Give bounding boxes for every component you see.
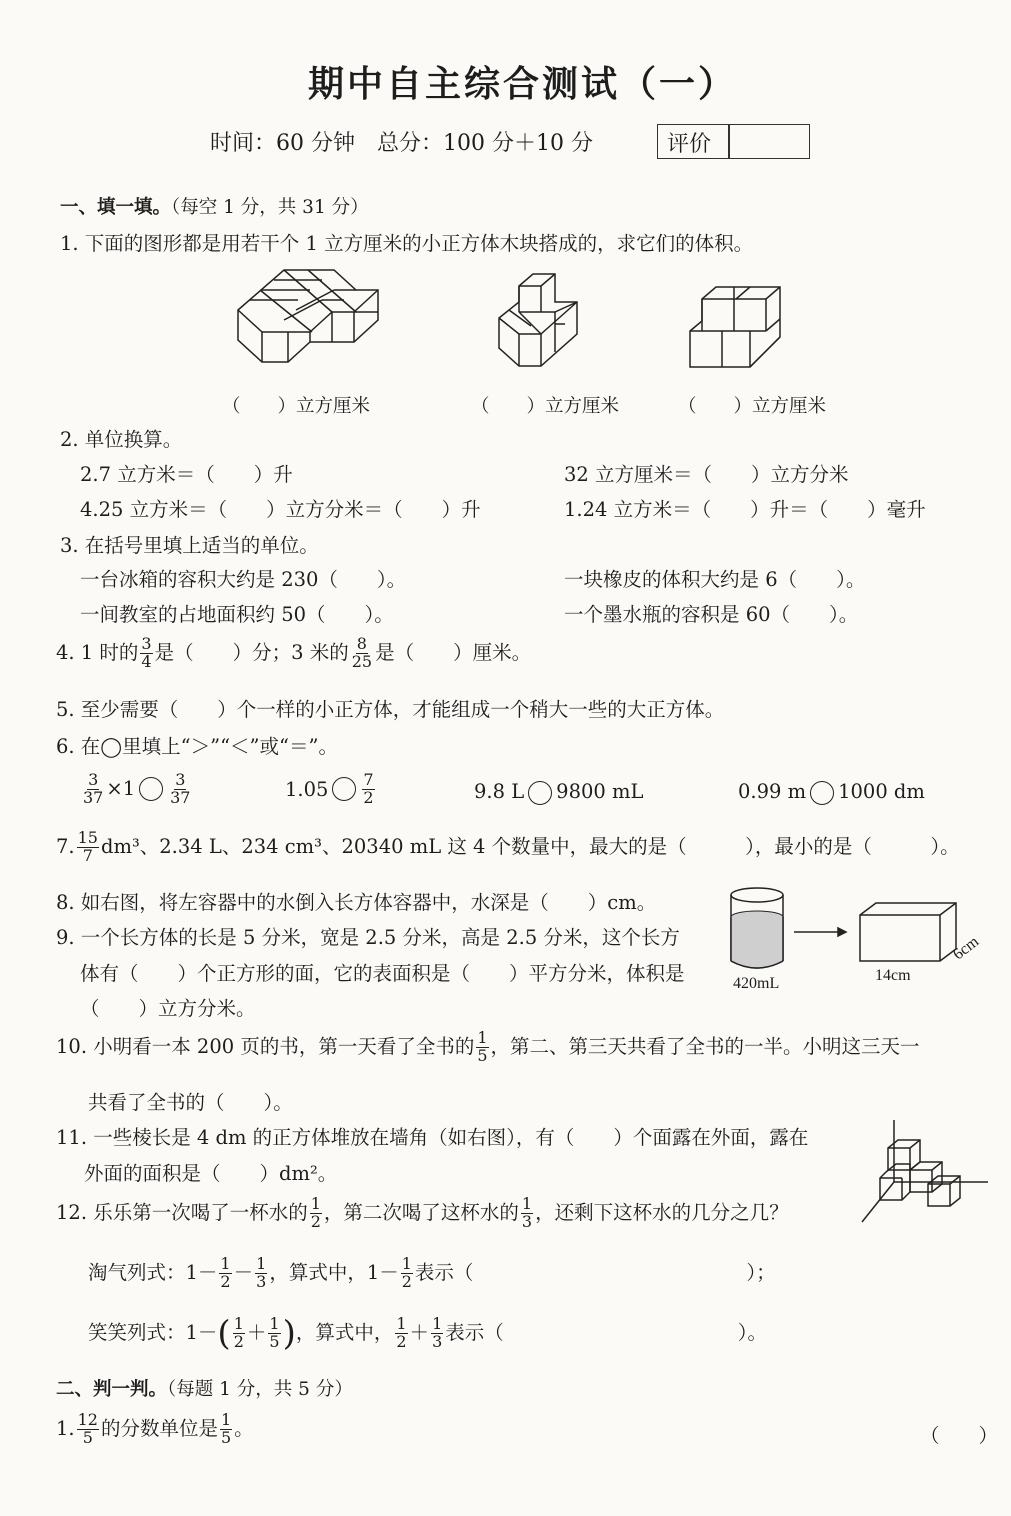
paren-right: ) xyxy=(282,1313,296,1354)
q2-text: 2. 单位换算。 xyxy=(60,428,183,451)
corner-cubes-figure xyxy=(858,1118,993,1226)
compare-circle[interactable] xyxy=(139,777,163,801)
compare-circle[interactable] xyxy=(332,777,356,801)
q1-blank-2[interactable]: （ ）立方厘米 xyxy=(471,396,620,417)
section2-points: （每题 1 分，共 5 分） xyxy=(167,1379,353,1400)
q3-d[interactable]: 一个墨水瓶的容积是 60（ ）。 xyxy=(564,603,859,626)
s2-q1-blank[interactable]: （ ） xyxy=(920,1424,999,1447)
section1-points: （每空 1 分，共 31 分） xyxy=(171,197,369,218)
q3-a[interactable]: 一台冰箱的容积大约是 230（ ）。 xyxy=(80,568,407,591)
fraction: $\frac{1}{2}$ xyxy=(220,1254,231,1291)
fraction: $\frac{1}{2}$ xyxy=(310,1194,321,1231)
section2-title: 二、判一判。 xyxy=(56,1379,168,1400)
q4-part1: 4. 1 时的 xyxy=(56,640,139,664)
q2-b[interactable]: 32 立方厘米＝（ ）立方分米 xyxy=(564,463,849,486)
eval-input[interactable] xyxy=(730,125,809,158)
compare-circle[interactable] xyxy=(528,781,552,805)
fraction: $\frac{1}{2}$ xyxy=(233,1314,244,1351)
length-label: 14cm xyxy=(875,967,911,984)
fraction: $\frac{1}{5}$ xyxy=(477,1028,488,1065)
eval-label: 评价 xyxy=(667,132,712,157)
section1-heading xyxy=(60,193,369,219)
q10-line2[interactable]: 共看了全书的（ ）。 xyxy=(88,1091,293,1114)
fraction: $\frac{1}{3}$ xyxy=(256,1254,267,1291)
fraction: $\frac{7}{2}$ xyxy=(363,770,374,807)
q6-c[interactable]: 9.8 L 9800 mL xyxy=(474,780,644,803)
q9-line3[interactable]: （ ）立方分米。 xyxy=(80,997,256,1020)
q4-part3: 是（ ）厘米。 xyxy=(375,640,532,664)
q10-line1: 10. 小明看一本 200 页的书，第一天看了全书的 $\frac{1}{5}$ ，第二、第三天共看了全书的一半。小明这三天一 xyxy=(56,1028,920,1065)
fraction: $\frac{1}{3}$ xyxy=(521,1194,533,1231)
q2-c[interactable]: 4.25 立方米＝（ ）立方分米＝（ ）升 xyxy=(80,498,481,521)
width-label: 6cm xyxy=(950,933,983,964)
page-title: 期中自主综合测试（一） xyxy=(308,64,738,105)
q7[interactable]: 7. $\frac{15}{7}$ dm³、2.34 L、234 cm³、20340 mL 这 4 个数量中，最大的是（ ），最小的是（ ）。 xyxy=(56,828,960,865)
water-label: 420mL xyxy=(733,975,780,992)
fraction: $\frac{1}{2}$ xyxy=(401,1254,412,1291)
q3-text: 3. 在括号里填上适当的单位。 xyxy=(60,534,319,557)
fraction: $\frac{12}{5}$ xyxy=(77,1410,98,1447)
q2-d[interactable]: 1.24 立方米＝（ ）升＝（ ）毫升 xyxy=(564,498,926,521)
q11-line1[interactable]: 11. 一些棱长是 4 dm 的正方体堆放在墙角（如右图），有（ ）个面露在外面，露在 xyxy=(56,1126,809,1149)
q3-c[interactable]: 一间教室的占地面积约 50（ ）。 xyxy=(80,603,394,626)
q1-text: 1. 下面的图形都是用若干个 1 立方厘米的小正方体木块搭成的，求它们的体积。 xyxy=(60,232,754,255)
q4[interactable] xyxy=(56,636,531,671)
test-meta: 时间：60 分钟 总分：100 分＋10 分 xyxy=(210,131,593,156)
fraction: $\frac{1}{2}$ xyxy=(396,1314,407,1351)
q12-answer-a[interactable]: 淘气列式：1－ $\frac{1}{2}$ － $\frac{1}{3}$ ，算式中，1－ $\frac{1}{2}$ 表示（ ）； xyxy=(88,1254,776,1291)
q6-b[interactable]: 1.05 $\frac{7}{2}$ xyxy=(285,770,374,807)
q12-answer-b[interactable]: 笑笑列式：1－( $\frac{1}{2}$ ＋ $\frac{1}{5}$ )，算式中， $\frac{1}{2}$ ＋ $\frac{1}{3}$ 表示（ ）。 xyxy=(88,1313,768,1354)
q8[interactable]: 8. 如右图，将左容器中的水倒入长方体容器中，水深是（ ）cm。 xyxy=(56,891,657,914)
q3-b[interactable]: 一块橡皮的体积大约是 6（ ）。 xyxy=(564,568,866,591)
q9-line1: 9. 一个长方体的长是 5 分米，宽是 2.5 分米，高是 2.5 分米，这个长方 xyxy=(56,926,680,949)
q6-a[interactable]: $\frac{3}{37}$ ×1 $\frac{3}{37}$ xyxy=(83,770,191,807)
cube-figure-3 xyxy=(688,285,784,369)
eval-box xyxy=(657,124,810,159)
fraction: $\frac{3}{37}$ xyxy=(170,770,191,807)
q5[interactable]: 5. 至少需要（ ）个一样的小正方体，才能组成一个稍大一些的大正方体。 xyxy=(56,698,725,721)
cube-figure-1 xyxy=(236,268,381,368)
q1-blank-3[interactable]: （ ）立方厘米 xyxy=(678,396,827,417)
fraction: $\frac{1}{3}$ xyxy=(432,1314,443,1351)
q9-line2[interactable]: 体有（ ）个正方形的面，它的表面积是（ ）平方分米，体积是 xyxy=(80,962,685,985)
q12-text: 12. 乐乐第一次喝了一杯水的 $\frac{1}{2}$ ，第二次喝了这杯水的 $\frac{1}{3}$ ，还剩下这杯水的几分之几？ xyxy=(56,1194,789,1231)
paren-left: ( xyxy=(217,1313,231,1354)
q1-blank-1[interactable]: （ ）立方厘米 xyxy=(222,396,371,417)
s2-q1: 1. $\frac{12}{5}$ 的分数单位是 $\frac{1}{5}$ 。 xyxy=(56,1410,254,1447)
fraction: $\frac{1}{5}$ xyxy=(269,1314,280,1351)
fraction: $\frac{1}{5}$ xyxy=(220,1410,232,1447)
fraction: $\frac{3}{4}$ xyxy=(141,634,152,671)
fraction: $\frac{15}{7}$ xyxy=(77,828,98,865)
q11-line2[interactable]: 外面的面积是（ ）dm²。 xyxy=(84,1162,338,1185)
section2-heading xyxy=(56,1375,353,1401)
fraction: $\frac{3}{37}$ xyxy=(83,770,104,807)
cube-figure-2 xyxy=(497,272,582,368)
q4-part2: 是（ ）分；3 米的 xyxy=(154,640,349,664)
fraction: $\frac{8}{25}$ xyxy=(351,634,373,671)
compare-circle[interactable] xyxy=(810,781,834,805)
q6-text: 6. 在◯里填上“＞”“＜”或“＝”。 xyxy=(56,735,338,758)
section1-title: 一、填一填。 xyxy=(60,197,172,218)
q2-a[interactable]: 2.7 立方米＝（ ）升 xyxy=(80,463,293,486)
q6-d[interactable]: 0.99 m 1000 dm xyxy=(738,780,925,803)
